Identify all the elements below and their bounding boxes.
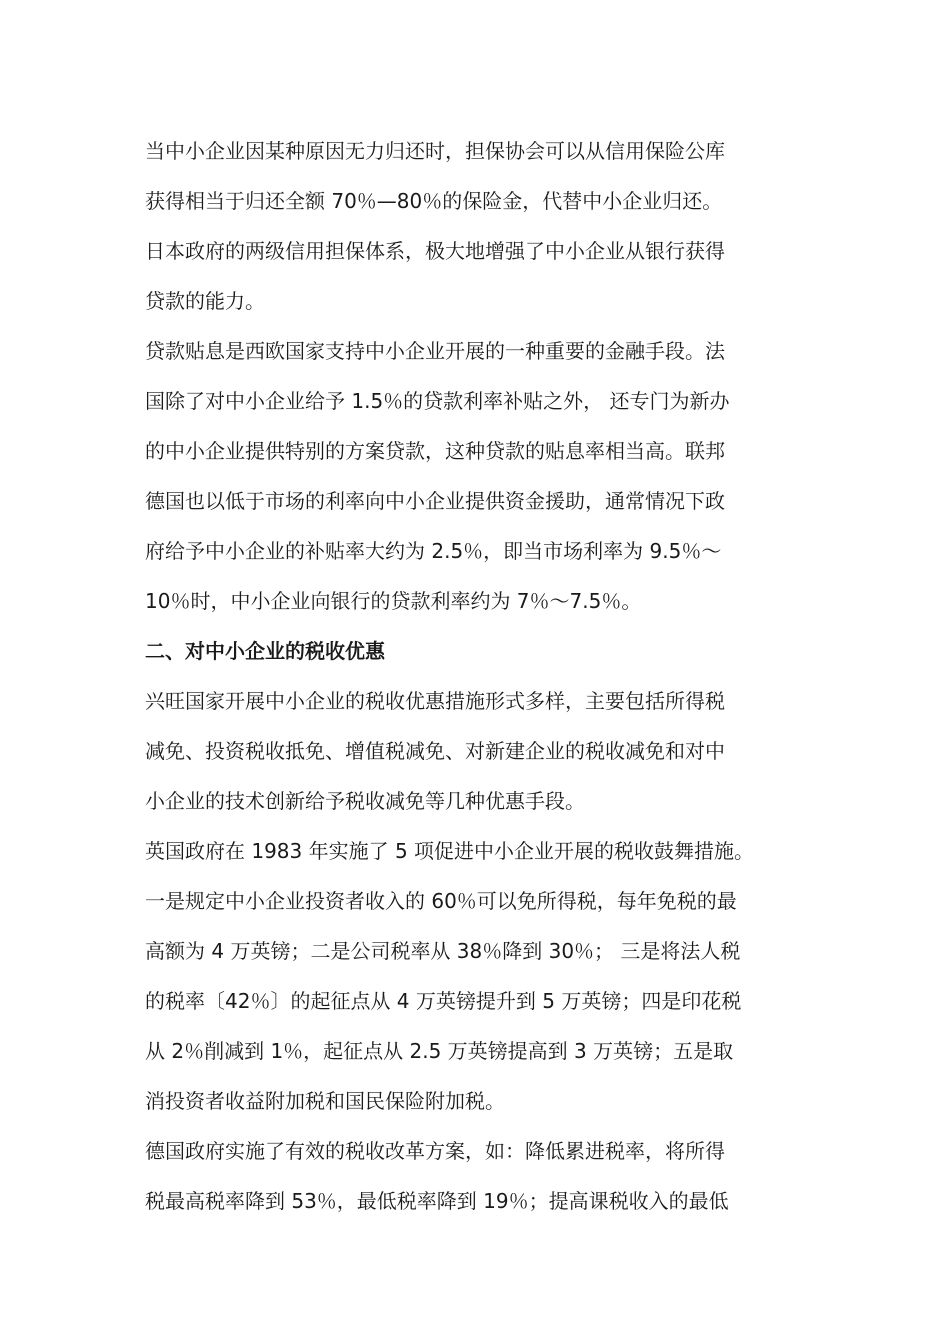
text-line-16: 一是规定中小企业投资者收入的 60％可以免所得税，每年免税的最 [145, 889, 737, 913]
text-line-2: 获得相当于归还全额 70％—80％的保险金，代替中小企业归还。 [145, 189, 723, 213]
text-line-18: 的税率〔42％〕的起征点从 4 万英镑提升到 5 万英镑；四是印花税 [145, 989, 742, 1013]
document-body [145, 126, 810, 1226]
text-line-9: 府给予中小企业的补贴率大约为 2.5％，即当市场利率为 9.5％～ [145, 539, 722, 563]
text-line-15: 英国政府在 1983 年实施了 5 项促进中小企业开展的税收鼓舞措施。 [145, 839, 755, 863]
text-line-20: 消投资者收益附加税和国民保险附加税。 [145, 1089, 505, 1113]
text-line-8: 德国也以低于市场的利率向中小企业提供资金援助，通常情况下政 [145, 489, 725, 513]
text-line-7: 的中小企业提供特别的方案贷款，这种贷款的贴息率相当高。联邦 [145, 439, 725, 463]
text-line-19: 从 2％削减到 1％，起征点从 2.5 万英镑提高到 3 万英镑；五是取 [145, 1039, 734, 1063]
text-line-5: 贷款贴息是西欧国家支持中小企业开展的一种重要的金融手段。法 [145, 339, 725, 363]
text-line-10: 10％时，中小企业向银行的贷款利率约为 7％～7.5％。 [145, 589, 642, 613]
text-line-17: 高额为 4 万英镑；二是公司税率从 38％降到 30％； 三是将法人税 [145, 939, 741, 963]
text-line-3: 日本政府的两级信用担保体系，极大地增强了中小企业从银行获得 [145, 239, 725, 263]
text-line-21: 德国政府实施了有效的税收改革方案，如：降低累进税率，将所得 [145, 1139, 725, 1163]
text-line-22: 税最高税率降到 53％，最低税率降到 19％；提高课税收入的最低 [145, 1189, 729, 1213]
text-line-14: 小企业的技术创新给予税收减免等几种优惠手段。 [145, 789, 585, 813]
text-line-4: 贷款的能力。 [145, 289, 265, 313]
section-heading: 二、对中小企业的税收优惠 [145, 639, 385, 663]
text-line-6: 国除了对中小企业给予 1.5％的贷款利率补贴之外， 还专门为新办 [145, 389, 730, 413]
text-line-1: 当中小企业因某种原因无力归还时，担保协会可以从信用保险公库 [145, 139, 725, 163]
text-line-12: 兴旺国家开展中小企业的税收优惠措施形式多样，主要包括所得税 [145, 689, 725, 713]
text-line-13: 减免、投资税收抵免、增值税减免、对新建企业的税收减免和对中 [145, 739, 725, 763]
